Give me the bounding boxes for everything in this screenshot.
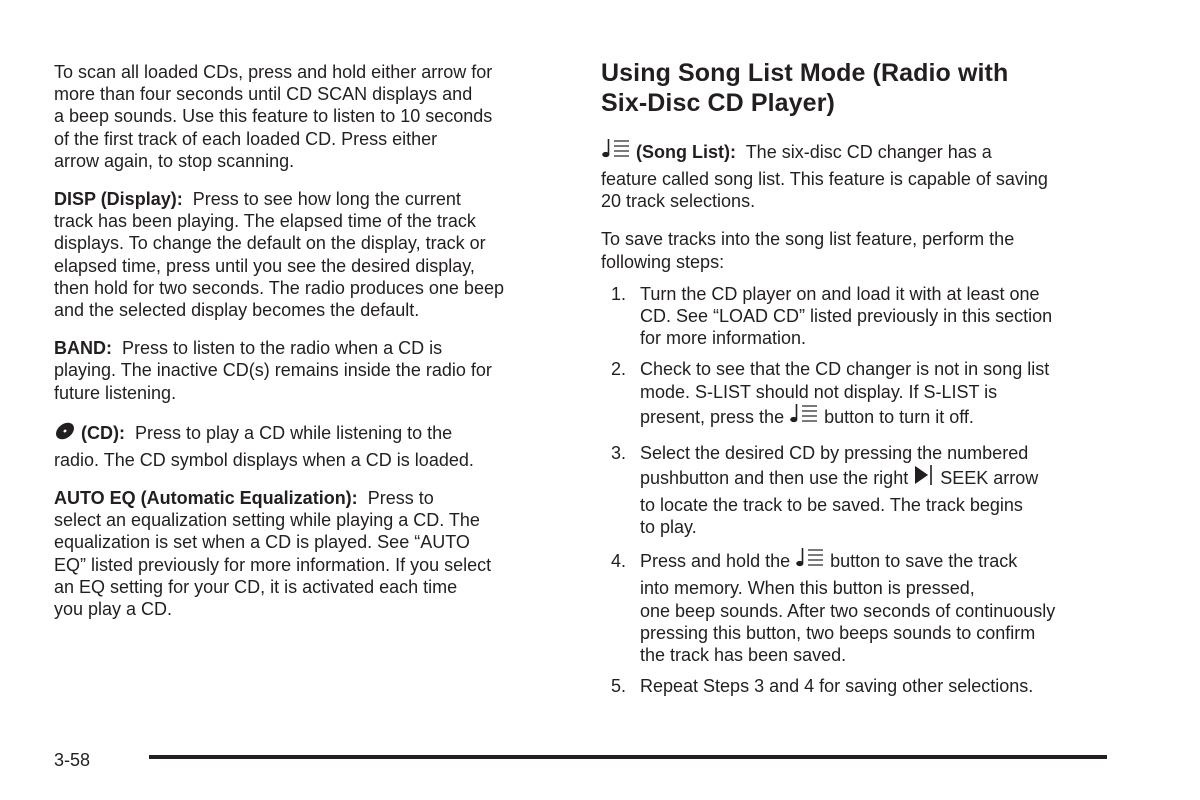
text-line: Select the desired CD by pressing the numbered xyxy=(640,442,1029,463)
text-line: an EQ setting for your CD, it is activated each time xyxy=(54,576,458,597)
left-column xyxy=(54,61,566,636)
autoeq-paragraph xyxy=(54,487,566,620)
text-run: Press and hold the xyxy=(640,551,791,572)
text-line: equalization is set when a CD is played. See “AUTO xyxy=(54,532,470,553)
disp-paragraph xyxy=(54,188,566,321)
text-line xyxy=(601,138,1121,168)
list-item xyxy=(601,547,1121,666)
text-line: arrow again, to stop scanning. xyxy=(54,150,295,171)
text-run: Press to listen to the radio when a CD is xyxy=(122,338,443,359)
text-line: 20 track selections. xyxy=(601,191,756,212)
text-line: To save tracks into the song list feature, perform the xyxy=(601,229,1015,250)
text-line: playing. The inactive CD(s) remains inside the radio for xyxy=(54,360,492,381)
text-line xyxy=(54,337,566,359)
text-line: to play. xyxy=(640,517,697,538)
intro-paragraph xyxy=(601,228,1121,272)
text-line: of the first track of each loaded CD. Press either xyxy=(54,128,438,149)
text-line: a beep sounds. Use this feature to listen to 10 seconds xyxy=(54,106,493,127)
text-line: to locate the track to be saved. The track begins xyxy=(640,495,1023,516)
text-line: into memory. When this button is pressed, xyxy=(640,578,975,599)
text-line: for more information. xyxy=(640,328,807,349)
band-label: BAND: xyxy=(54,338,112,359)
song-list-icon xyxy=(789,403,819,433)
songlist-label: (Song List): xyxy=(636,142,736,162)
steps-list xyxy=(601,283,1121,698)
song-list-icon xyxy=(601,138,631,168)
songlist-paragraph xyxy=(601,138,1121,212)
text-line: mode. S-LIST should not display. If S-LIST is xyxy=(640,381,998,402)
text-line: elapsed time, press until you see the desired display, xyxy=(54,255,475,276)
text-line: track has been playing. The elapsed time of the track xyxy=(54,211,476,232)
text-run: present, press the xyxy=(640,406,785,427)
footer-rule xyxy=(149,755,1107,759)
band-paragraph xyxy=(54,337,566,404)
text-line: feature called song list. This feature is capable of saving xyxy=(601,169,1048,189)
text-run: Press to xyxy=(367,488,434,509)
song-list-icon xyxy=(795,547,825,577)
text-line: and the selected display becomes the default. xyxy=(54,300,420,321)
text-line: more than four seconds until CD SCAN displays and xyxy=(54,84,473,105)
text-line: you play a CD. xyxy=(54,599,173,620)
text-line: radio. The CD symbol displays when a CD is loaded. xyxy=(54,449,474,470)
text-line: following steps: xyxy=(601,251,725,272)
text-line: Check to see that the CD changer is not in song list xyxy=(640,359,1050,380)
text-line: pressing this button, two beeps sounds to confirm xyxy=(640,622,1036,643)
seek-right-arrow-icon xyxy=(913,464,935,494)
text-run: Press to see how long the current xyxy=(192,189,461,210)
cd-paragraph xyxy=(54,420,566,471)
list-item xyxy=(601,442,1121,539)
list-item xyxy=(601,675,1121,697)
heading-line: Using Song List Mode (Radio with xyxy=(601,59,1009,87)
text-line: displays. To change the default on the display, track or xyxy=(54,233,486,254)
text-line xyxy=(54,188,566,210)
step-number: 1. xyxy=(611,283,627,304)
step-number: 5. xyxy=(611,676,627,697)
cd-label: (CD): xyxy=(81,422,125,443)
page-number: 3-58 xyxy=(54,750,91,770)
text-line: Turn the CD player on and load it with at least one xyxy=(640,283,1040,304)
text-line xyxy=(640,464,1121,494)
autoeq-label: AUTO EQ (Automatic Equalization): xyxy=(54,488,358,509)
step-number: 4. xyxy=(611,551,627,572)
text-line xyxy=(640,403,1121,433)
step-number: 3. xyxy=(611,442,627,463)
text-line: EQ” listed previously for more information. If you select xyxy=(54,554,492,575)
text-run: The six-disc CD changer has a xyxy=(745,142,992,162)
text-line xyxy=(54,487,566,509)
step-number: 2. xyxy=(611,359,627,380)
text-run: button to turn it off. xyxy=(824,406,974,427)
text-run: pushbutton and then use the right xyxy=(640,468,909,489)
text-run: Press to play a CD while listening to the xyxy=(135,422,453,443)
text-line: To scan all loaded CDs, press and hold either arrow for xyxy=(54,62,493,82)
text-line: then hold for two seconds. The radio produces one beep xyxy=(54,277,504,298)
scan-paragraph xyxy=(54,61,566,172)
text-line: one beep sounds. After two seconds of continuously xyxy=(640,600,1056,621)
section-heading xyxy=(601,58,1121,118)
disp-label: DISP (Display): xyxy=(54,189,183,210)
heading-line: Six-Disc CD Player) xyxy=(601,89,835,117)
right-column xyxy=(601,58,1121,706)
text-line: CD. See “LOAD CD” listed previously in this section xyxy=(640,306,1053,327)
text-run: SEEK arrow xyxy=(940,468,1039,489)
text-line: select an equalization setting while playing a CD. The xyxy=(54,510,480,531)
text-line: future listening. xyxy=(54,382,177,403)
text-line: Repeat Steps 3 and 4 for saving other selections. xyxy=(640,676,1034,697)
text-line: the track has been saved. xyxy=(640,645,847,666)
list-item xyxy=(601,283,1121,350)
cd-icon xyxy=(54,421,76,449)
text-line xyxy=(640,547,1121,577)
list-item xyxy=(601,358,1121,432)
text-run: button to save the track xyxy=(830,551,1018,572)
text-line xyxy=(54,420,566,449)
